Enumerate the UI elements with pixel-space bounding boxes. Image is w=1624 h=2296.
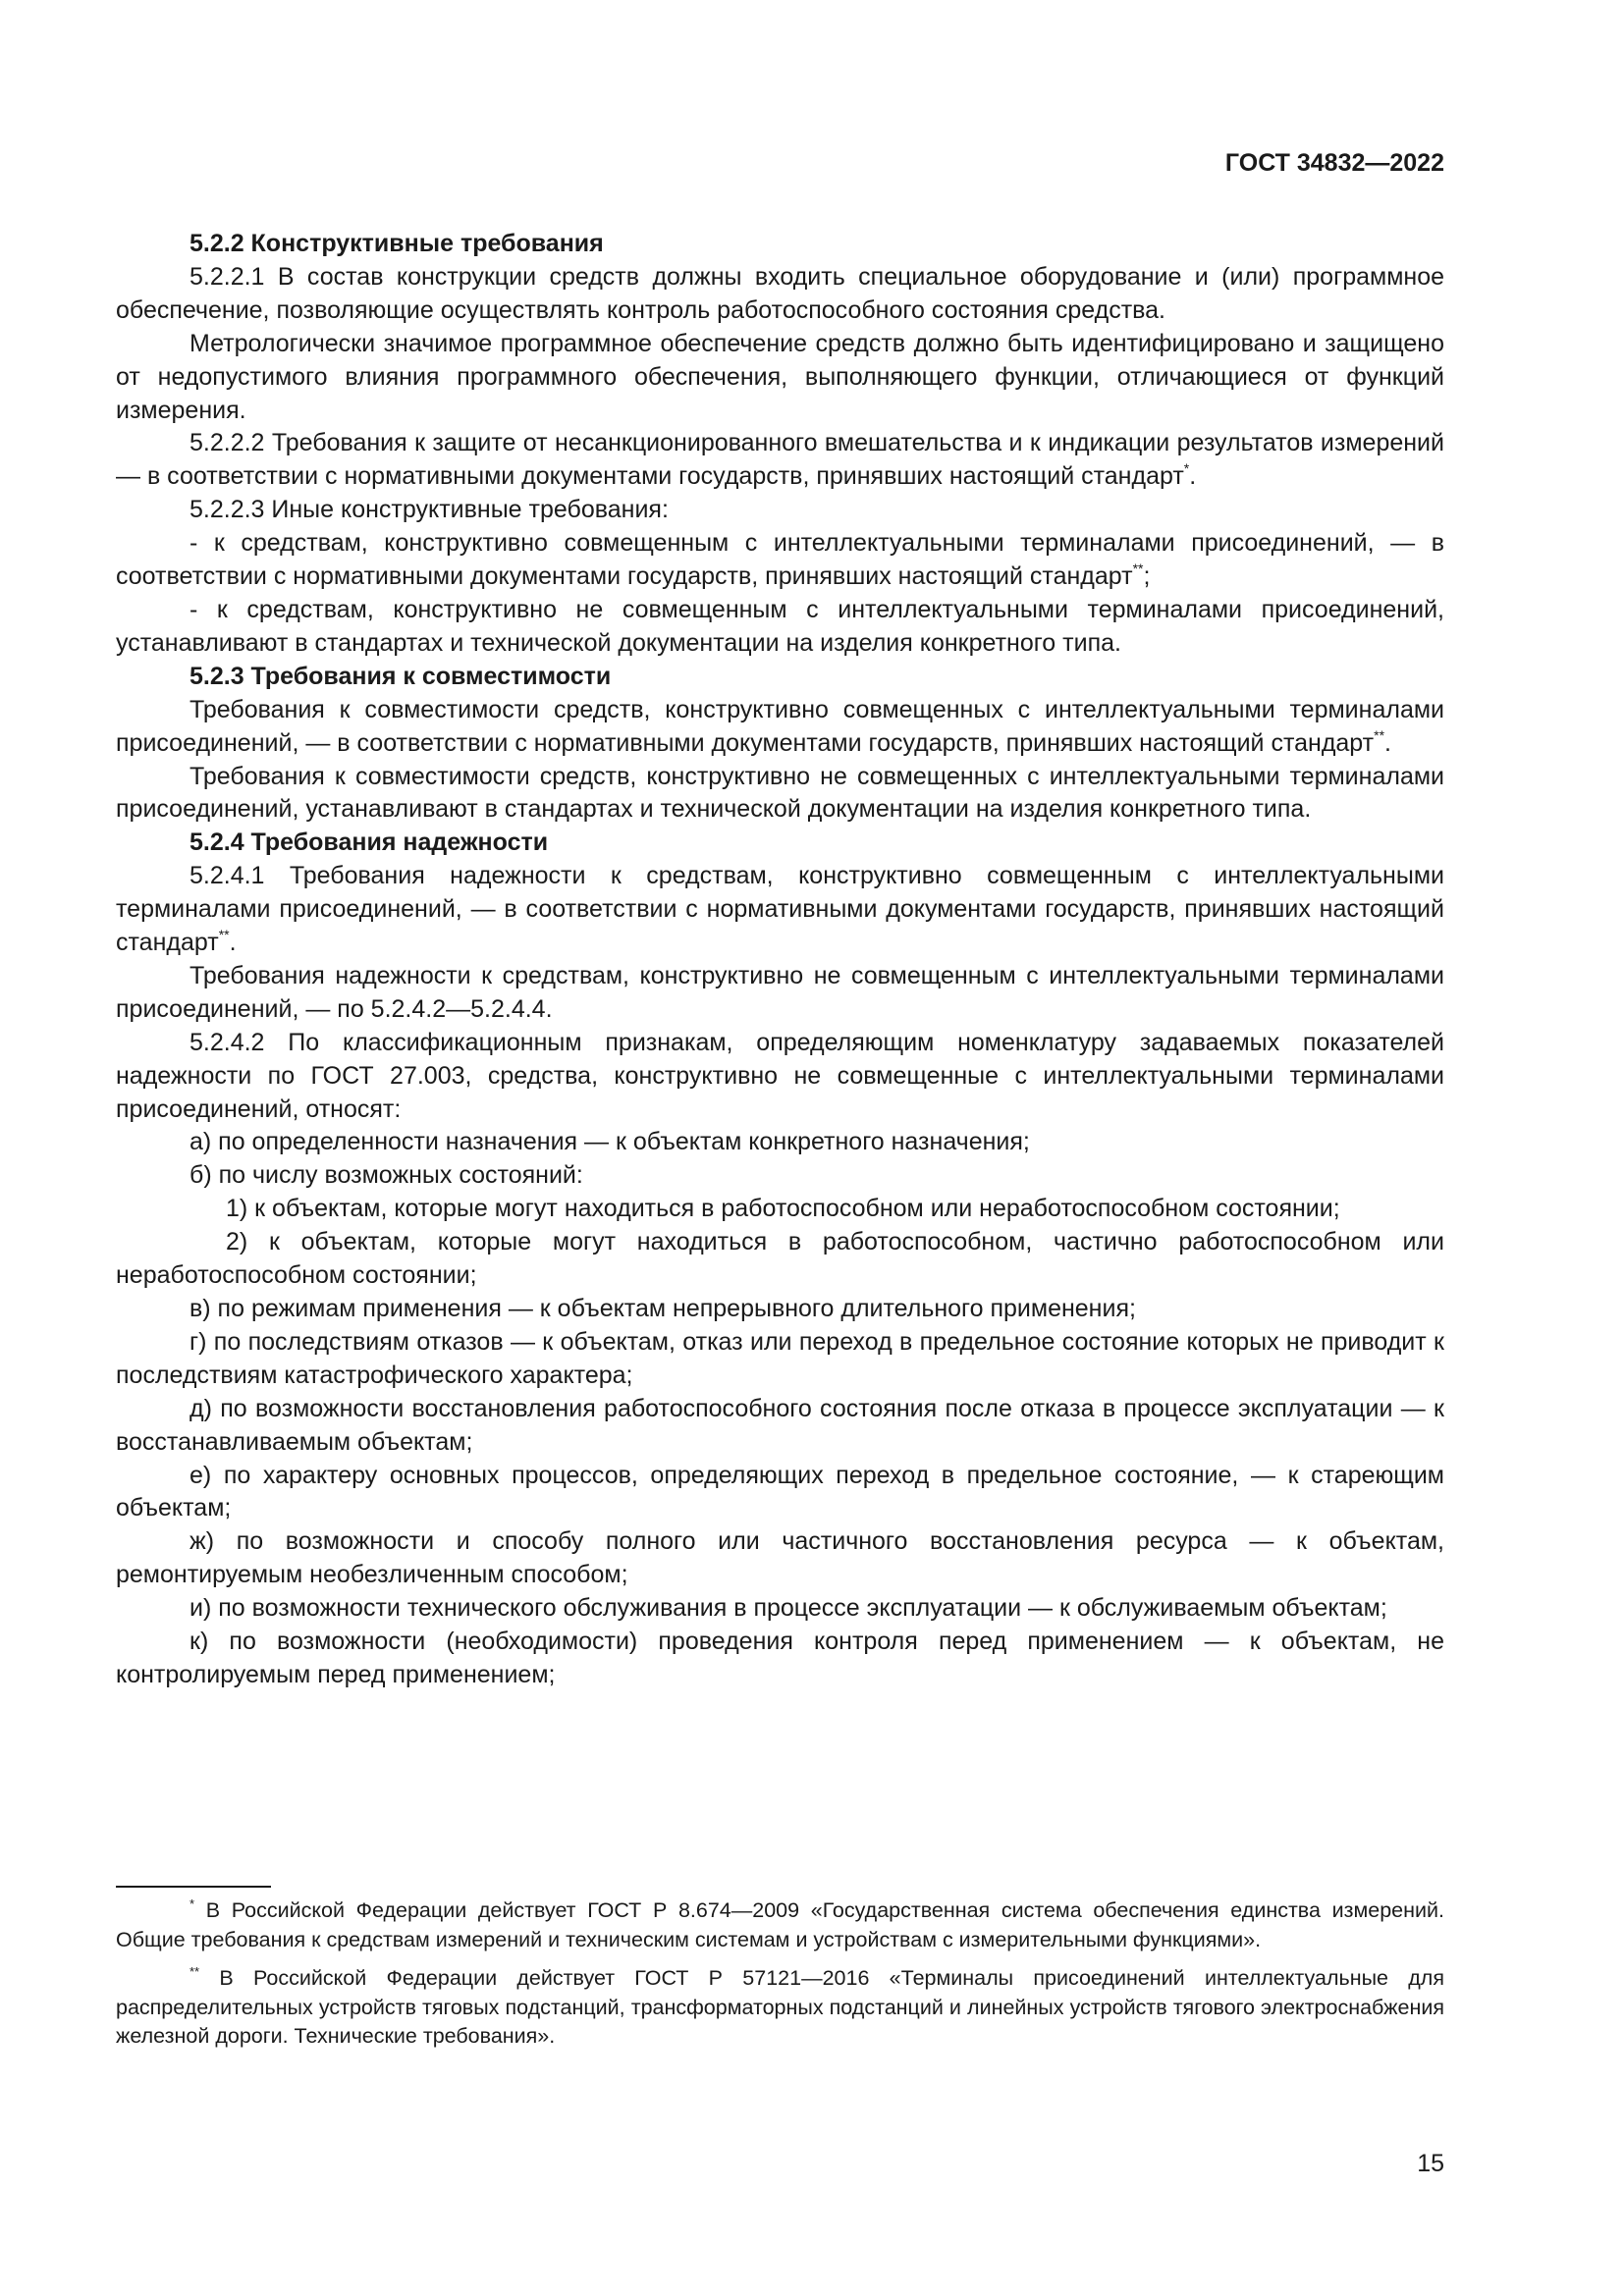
footnote bbox=[116, 1896, 1444, 1954]
paragraph-text: 5.2.2.2 Требования к защите от несанкционированного вмешательства и к индикации результатов измерений — в соответствии с нормативными документами государств, принявших настоящий стандарт bbox=[116, 429, 1444, 491]
paragraph: - к средствам, конструктивно не совмещенным с интеллектуальными терминалами присоединений, устанавливают в стандартах и технической документации на изделия конкретного типа. bbox=[116, 595, 1444, 657]
paragraph-tail: . bbox=[1189, 462, 1197, 491]
sub-list-item: 1) к объектам, которые могут находиться в работоспособном или неработоспособном состоянии; bbox=[226, 1195, 1340, 1223]
paragraph: 5.2.2.1 В состав конструкции средств должны входить специальное оборудование и (или) программное обеспечение, позволяющие осуществлять контроль работоспособного состояния средства. bbox=[116, 262, 1444, 324]
paragraph: Требования надежности к средствам, конструктивно не совмещенным с интеллектуальными терминалами присоединений, — по 5.2.4.2—5.2.4.4. bbox=[116, 961, 1444, 1023]
footnote-mark: * bbox=[189, 1896, 195, 1911]
list-item: а) по определенности назначения — к объектам конкретного назначения; bbox=[189, 1128, 1030, 1156]
paragraph bbox=[116, 694, 1444, 761]
list-item: б) по числу возможных состояний: bbox=[189, 1161, 583, 1190]
paragraph bbox=[116, 527, 1444, 594]
paragraph-tail: . bbox=[229, 929, 237, 957]
paragraph: Метрологически значимое программное обеспечение средств должно быть идентифицировано и защищено от недопустимого влияния программного обеспечения, выполняющего функции, отличающиеся от функций измерения. bbox=[116, 329, 1444, 424]
list-item: е) по характеру основных процессов, определяющих переход в предельное состояние, — к стареющим объектам; bbox=[116, 1461, 1444, 1522]
footnote-text: В Российской Федерации действует ГОСТ Р 57121—2016 «Терминалы присоединений интеллектуальные для распределительных устройств тяговых подстанций, трансформаторных подстанций и линейных устройств тягового электроснабжения железной дороги. Технические требования». bbox=[116, 1966, 1444, 2049]
paragraph-text: Требования к совместимости средств, конструктивно совмещенных с интеллектуальными терминалами присоединений, — в соответствии с нормативными документами государств, принявших настоящий стандарт bbox=[116, 695, 1444, 757]
paragraph: 5.2.4.2 По классификационным признакам, определяющим номенклатуру задаваемых показателей надежности по ГОСТ 27.003, средства, конструктивно не совмещенные с интеллектуальными терминалами присоединений, относят: bbox=[116, 1028, 1444, 1123]
page-number: 15 bbox=[1417, 2150, 1444, 2177]
sub-list-item: 2) к объектам, которые могут находиться в работоспособном, частично работоспособном или неработоспособном состоянии; bbox=[116, 1228, 1444, 1290]
paragraph-tail: . bbox=[1384, 728, 1391, 757]
list-item: в) по режимам применения — к объектам непрерывного длительного применения; bbox=[189, 1295, 1136, 1322]
document-body bbox=[116, 228, 1444, 1692]
list-item: д) по возможности восстановления работоспособного состояния после отказа в процессе эксплуатации — к восстанавливаемым объектам; bbox=[116, 1394, 1444, 1456]
footnote-ref: * bbox=[1183, 460, 1190, 477]
footnotes bbox=[116, 1896, 1444, 2061]
section-heading: 5.2.4 Требования надежности bbox=[189, 828, 549, 857]
paragraph bbox=[116, 860, 1444, 960]
section-heading: 5.2.3 Требования к совместимости bbox=[189, 662, 612, 690]
paragraph-tail: ; bbox=[1143, 562, 1151, 591]
section-heading: 5.2.2 Конструктивные требования bbox=[189, 230, 604, 257]
footnote-ref: ** bbox=[1132, 561, 1144, 577]
paragraph-text: 5.2.4.1 Требования надежности к средствам, конструктивно совмещенным с интеллектуальными терминалами присоединений, — в соответствии с нормативными документами государств, принявших настоящий стандарт bbox=[116, 862, 1444, 957]
footnote-separator bbox=[116, 1886, 271, 1888]
paragraph-text: - к средствам, конструктивно совмещенным с интеллектуальными терминалами присоединений, — в соответствии с нормативными документами государств, принявших настоящий стандарт bbox=[116, 529, 1444, 591]
list-item: и) по возможности технического обслуживания в процессе эксплуатации — к обслуживаемым объектам; bbox=[189, 1594, 1387, 1623]
document-number: ГОСТ 34832—2022 bbox=[1224, 149, 1444, 177]
paragraph: 5.2.2.3 Иные конструктивные требования: bbox=[189, 496, 669, 524]
paragraph bbox=[116, 427, 1444, 494]
list-item: ж) по возможности и способу полного или частичного восстановления ресурса — к объектам, ремонтируемым необезличенным способом; bbox=[116, 1527, 1444, 1589]
list-item: г) по последствиям отказов — к объектам, отказ или переход в предельное состояние которых не приводит к последствиям катастрофического характера; bbox=[116, 1327, 1444, 1389]
footnote-ref: ** bbox=[1374, 726, 1385, 743]
footnote bbox=[116, 1964, 1444, 2052]
list-item: к) по возможности (необходимости) проведения контроля перед применением — к объектам, не контролируемым перед применением; bbox=[116, 1628, 1444, 1688]
footnote-ref: ** bbox=[218, 927, 230, 943]
footnote-mark: ** bbox=[189, 1964, 200, 1980]
paragraph: Требования к совместимости средств, конструктивно не совмещенных с интеллектуальными терминалами присоединений, устанавливают в стандартах и технической документации на изделия конкретного типа. bbox=[116, 762, 1444, 824]
footnote-text: В Российской Федерации действует ГОСТ Р 8.674—2009 «Государственная система обеспечения единства измерений. Общие требования к средствам измерений и техническим системам и устройствам с измерительными функциями». bbox=[116, 1898, 1444, 1951]
